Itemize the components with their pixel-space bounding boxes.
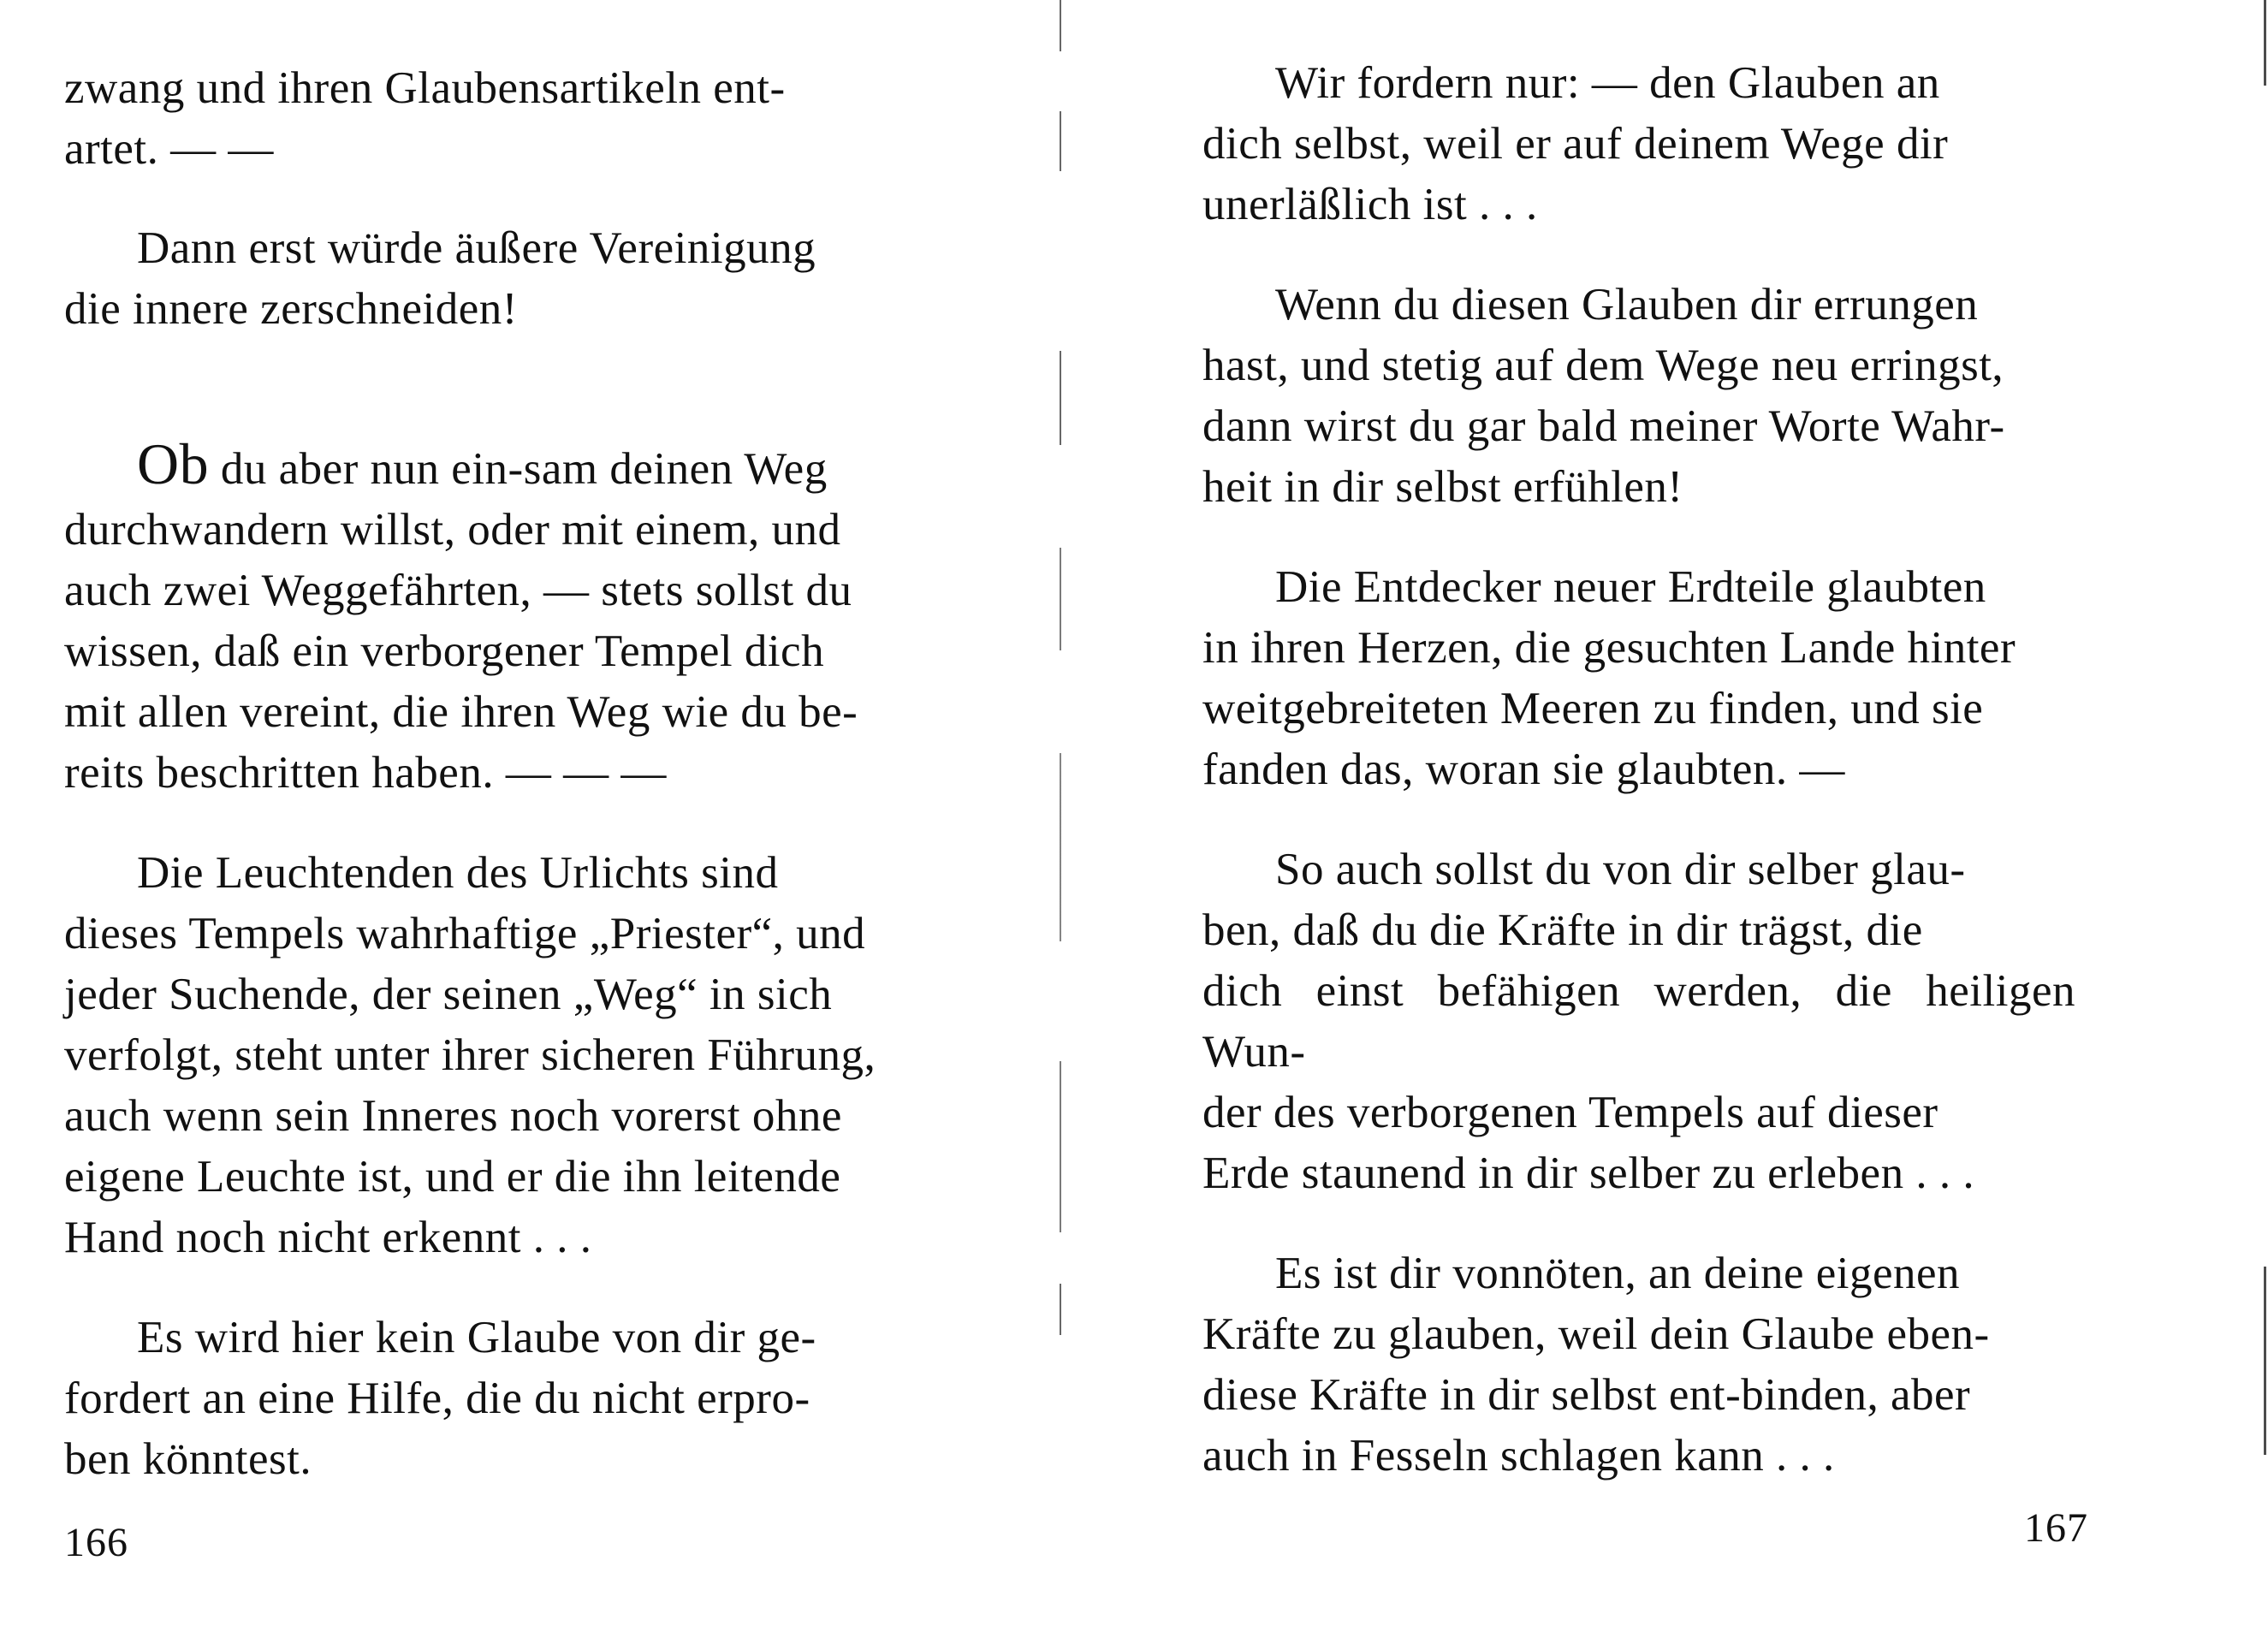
right-page-text <box>1202 53 2075 1487</box>
paragraph-body: du aber nun ein-sam deinen Weg durchwandern willst, oder mit einem, und auch zwei Weggefährten, — stets sollst du wissen, daß ein verborgener Tempel dich mit allen vereint, die ihren Weg wie du be- reits beschritten haben. — — — <box>64 444 858 798</box>
paragraph: Dann erst würde äußere Vereinigung die innere zerschneiden! <box>64 223 816 334</box>
paragraph: Es wird hier kein Glaube von dir ge- fordert an eine Hilfe, die du nicht erpro- ben könntest. <box>64 1313 816 1484</box>
left-page-text <box>64 58 929 1490</box>
paragraph: So auch sollst du von dir selber glau- ben, daß du die Kräfte in dir trägst, die dich einst befähigen werden, die heiligen Wun- der des verborgenen Tempels auf dieser Erde staunend in dir selber zu erleben . . . <box>1202 845 2075 1198</box>
paragraph: Die Entdecker neuer Erdteile glaubten in ihren Herzen, die gesuchten Lande hinter weitgebreiteten Meeren zu finden, und sie fanden das, woran sie glaubten. — <box>1202 562 2016 794</box>
left-page <box>0 0 1061 1626</box>
page-number: 166 <box>64 1520 128 1565</box>
page-edge <box>2264 0 2266 1626</box>
paragraph: zwang und ihren Glaubensartikeln ent- artet. — — <box>64 63 786 174</box>
page-number: 167 <box>2024 1505 2088 1551</box>
initial-word: Ob <box>137 431 210 496</box>
right-page <box>1061 0 2268 1626</box>
paragraph: Die Leuchtenden des Urlichts sind dieses Tempels wahrhaftige „Priester“, und jeder Suchende, der seinen „Weg“ in sich verfolgt, steht unter ihrer sicheren Führung, auch wenn sein Inneres noch vorerst ohne eigene Leuchte ist, und er die ihn leitende Hand noch nicht erkennt . . . <box>64 848 876 1262</box>
paragraph: Es ist dir vonnöten, an deine eigenen Kräfte zu glauben, weil dein Glaube eben- diese Kräfte in dir selbst ent-binden, aber auch in Fesseln schlagen kann . . . <box>1202 1249 1990 1481</box>
paragraph: Wir fordern nur: — den Glauben an dich selbst, weil er auf deinem Wege dir unerläßlich ist . . . <box>1202 58 1949 229</box>
paragraph: Wenn du diesen Glauben dir errungen hast, und stetig auf dem Wege neu erringst, dann wirst du gar bald meiner Worte Wahr- heit in dir selbst erfühlen! <box>1202 280 2005 512</box>
paragraph-with-initial <box>64 431 929 804</box>
